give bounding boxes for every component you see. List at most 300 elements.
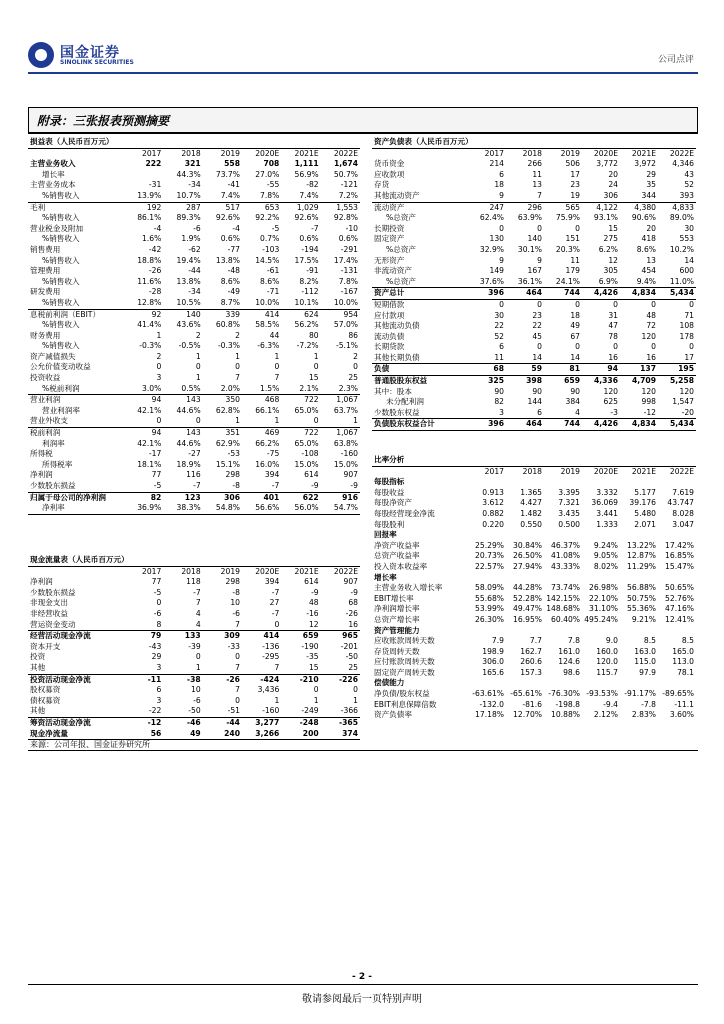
value-cell: 78: [608, 331, 618, 341]
value-cell: 42.1%: [137, 438, 162, 448]
value-cell: 298: [225, 577, 240, 587]
row-label: 经营活动现金净流: [30, 631, 91, 641]
value-cell: 10.2%: [669, 244, 694, 254]
value-cell: -11: [147, 674, 162, 684]
value-cell: -77: [227, 244, 240, 254]
value-cell: 20.73%: [475, 551, 504, 561]
value-cell: 0: [499, 223, 504, 233]
value-cell: 396: [468, 419, 506, 431]
value-cell: 31.10%: [589, 604, 618, 614]
ratio-analysis-table: [372, 455, 696, 721]
value-cell: 8.5: [681, 636, 694, 646]
value-cell: 10.0%: [242, 298, 281, 309]
table-row: [372, 678, 696, 689]
value-cell: 4,834: [620, 288, 658, 300]
value-cell: 298: [225, 470, 240, 480]
value-cell: 15: [608, 223, 618, 233]
value-cell: 92: [151, 309, 162, 319]
value-cell: 25.29%: [475, 540, 504, 550]
value-cell: 0: [156, 598, 162, 608]
value-cell: 22.10%: [589, 593, 618, 603]
value-cell: [544, 626, 582, 637]
value-cell: 55.36%: [627, 604, 656, 614]
row-label: 管理费用: [30, 266, 61, 276]
value-cell: 0: [537, 223, 542, 233]
value-cell: 0.220: [482, 519, 504, 529]
value-cell: 8.6%: [636, 244, 656, 254]
value-cell: -136: [262, 641, 280, 651]
value-cell: -108: [301, 449, 319, 459]
table-row: [372, 408, 696, 419]
value-cell: 8.6%: [220, 276, 240, 286]
value-cell: 22: [494, 321, 504, 331]
value-cell: [658, 530, 696, 541]
value-cell: 0: [651, 342, 656, 352]
value-cell: 240: [203, 729, 242, 740]
value-cell: 160.0: [596, 646, 618, 656]
row-label: 所得税: [30, 449, 53, 459]
value-cell: 9.24%: [593, 540, 618, 550]
value-cell: 7: [506, 191, 544, 202]
row-label: 每股经营现金净流: [374, 508, 435, 518]
value-cell: -3: [582, 408, 620, 419]
table-row: [372, 311, 696, 322]
row-label: 营运资金变动: [28, 620, 124, 631]
table-row: [28, 213, 360, 224]
table-row: [372, 573, 696, 584]
row-label: 税前利润: [30, 428, 61, 438]
value-cell: -0.5%: [178, 341, 201, 351]
value-cell: 30.84%: [513, 540, 542, 550]
value-cell: 47: [608, 321, 618, 331]
value-cell: 39.176: [629, 498, 656, 508]
value-cell: 80: [308, 330, 319, 340]
value-cell: 708: [263, 159, 280, 169]
table-row: [28, 256, 360, 267]
value-cell: -11.1: [674, 699, 694, 709]
value-cell: 0: [242, 620, 281, 631]
value-cell: -132.0: [479, 699, 504, 709]
value-cell: -46: [186, 717, 201, 727]
row-label: 其他长期负债: [372, 353, 468, 364]
row-label: 负债股东权益合计: [372, 419, 468, 431]
value-cell: -0.3%: [217, 341, 240, 351]
value-cell: 10.5%: [163, 298, 202, 309]
value-cell: 0: [613, 299, 618, 309]
value-cell: -194: [301, 244, 319, 254]
value-cell: 63.9%: [517, 213, 542, 223]
value-cell: 600: [679, 266, 694, 276]
value-cell: 6.9%: [582, 277, 620, 288]
value-cell: 624: [304, 309, 319, 319]
row-label: 资产减值损失: [30, 351, 76, 361]
value-cell: 907: [343, 577, 358, 587]
value-cell: -26: [345, 608, 358, 618]
value-cell: -0.3%: [139, 341, 162, 351]
table-row: [372, 530, 696, 541]
value-cell: 1: [274, 695, 280, 705]
value-cell: 0: [499, 299, 504, 309]
value-cell: [468, 477, 506, 488]
value-cell: 35: [646, 180, 656, 190]
value-cell: 192: [146, 202, 162, 212]
value-cell: 17.5%: [294, 255, 319, 265]
value-cell: 140: [527, 234, 542, 244]
value-cell: 120: [641, 331, 656, 341]
value-cell: 8.6%: [260, 276, 280, 286]
table-row: [28, 298, 360, 309]
row-label: 总资产增长率: [374, 614, 420, 624]
row-label: 财务费用: [30, 330, 61, 340]
value-cell: 49: [570, 321, 580, 331]
value-cell: 44.28%: [513, 583, 542, 593]
value-cell: 200: [281, 729, 320, 740]
value-cell: 998: [641, 397, 656, 407]
value-cell: 130: [489, 234, 504, 244]
value-cell: 92.6%: [215, 213, 240, 223]
value-cell: -91.17%: [624, 689, 656, 699]
value-cell: 339: [225, 309, 240, 319]
value-cell: 30.1%: [517, 244, 542, 254]
table-row: [372, 191, 696, 202]
row-label: 投资: [30, 652, 46, 662]
value-cell: -51: [203, 706, 242, 717]
year-header: 2017: [484, 148, 504, 158]
table-row: [28, 362, 360, 373]
value-cell: 6: [499, 342, 504, 352]
value-cell: -5: [124, 481, 163, 492]
value-cell: -48: [227, 266, 240, 276]
value-cell: 916: [342, 492, 358, 502]
value-cell: 394: [264, 577, 280, 587]
value-cell: 56.0%: [281, 503, 320, 514]
value-cell: 77: [151, 470, 162, 480]
row-label: 资产管理能力: [374, 625, 420, 635]
year-header: 2019: [220, 148, 240, 158]
year-header: 2020E: [593, 148, 618, 158]
value-cell: -7: [311, 223, 319, 233]
value-cell: -89.65%: [662, 689, 694, 699]
value-cell: 86: [348, 330, 358, 340]
value-cell: -6: [153, 608, 162, 618]
value-cell: 0: [651, 299, 656, 309]
value-cell: [506, 573, 544, 584]
value-cell: -31: [148, 180, 162, 190]
value-cell: 722: [304, 395, 319, 405]
year-header-row: [372, 148, 696, 159]
table-row: [372, 636, 696, 647]
value-cell: 20.3%: [555, 244, 580, 254]
row-label: 净负债/股东权益: [374, 689, 430, 699]
value-cell: 17: [570, 169, 580, 179]
table-row: [372, 397, 696, 408]
value-cell: 260.6: [520, 657, 542, 667]
value-cell: 1: [235, 351, 240, 361]
doc-type-label: 公司点评: [657, 55, 694, 65]
table-row: [28, 309, 360, 320]
value-cell: 5,434: [658, 288, 696, 300]
value-cell: 78.1: [677, 667, 694, 677]
value-cell: 92.8%: [333, 213, 358, 223]
year-header: 2018: [522, 148, 542, 158]
year-header: 2020E: [593, 466, 618, 476]
value-cell: 7.9: [491, 636, 504, 646]
value-cell: 116: [186, 470, 201, 480]
row-label: %总资产: [386, 244, 416, 254]
table-row: [28, 717, 360, 728]
appendix-title-box: [28, 107, 698, 134]
value-cell: [468, 626, 506, 637]
row-label: 增长率: [374, 572, 397, 582]
value-cell: 4: [544, 408, 582, 419]
table-row: [372, 332, 696, 343]
logo-text-cn: 国金证券: [60, 45, 120, 61]
value-cell: 14: [506, 353, 544, 364]
row-label: 息税前利润（EBIT）: [30, 309, 101, 319]
value-cell: 0: [353, 685, 358, 695]
table-row: [28, 234, 360, 245]
logo-text-en: SINOLINK SECURITIES: [60, 59, 134, 66]
table-row: [28, 460, 360, 471]
value-cell: 2.3%: [321, 384, 360, 395]
value-cell: 306: [582, 191, 620, 202]
row-label: 增长率: [42, 169, 65, 179]
source-note: 来源：公司年报、国金证券研究所: [30, 740, 150, 749]
value-cell: 0.913: [482, 487, 504, 497]
value-cell: 5,434: [658, 419, 696, 431]
value-cell: 468: [264, 395, 280, 405]
value-cell: 12.87%: [627, 551, 656, 561]
value-cell: 275: [603, 234, 618, 244]
value-cell: 118: [186, 577, 201, 587]
value-cell: -7: [193, 587, 201, 597]
value-cell: 144: [527, 397, 542, 407]
value-cell: -71: [266, 287, 280, 297]
value-cell: 1: [353, 695, 358, 705]
row-label: 应付款项: [374, 310, 405, 320]
value-cell: 17.42%: [665, 540, 694, 550]
page-header: [28, 40, 698, 70]
value-cell: 57.0%: [333, 320, 358, 330]
table-title: 现金流量表（人民币百万元）: [28, 555, 360, 566]
year-header: 2021E: [631, 466, 656, 476]
value-cell: -16: [306, 608, 319, 618]
table-row: [372, 700, 696, 711]
value-cell: 4,834: [620, 419, 658, 431]
value-cell: -210: [299, 674, 319, 684]
row-label: 总资产收益率: [374, 551, 420, 561]
value-cell: 27.0%: [255, 169, 280, 179]
value-cell: 7: [242, 663, 281, 674]
value-cell: 12.8%: [124, 298, 163, 309]
value-cell: 7: [203, 663, 242, 674]
row-label: 普通股股东权益: [374, 376, 428, 386]
value-cell: 29: [151, 652, 162, 662]
row-label: 应付账款周转天数: [374, 657, 435, 667]
row-label: 净利润: [30, 577, 53, 587]
table-row: [28, 598, 360, 609]
value-cell: 50.7%: [333, 169, 358, 179]
value-cell: [506, 477, 544, 488]
value-cell: 90.6%: [631, 213, 656, 223]
value-cell: 90: [494, 386, 504, 396]
value-cell: -9.4: [603, 699, 618, 709]
table-row: [28, 577, 360, 588]
value-cell: 7.321: [558, 498, 580, 508]
value-cell: [582, 530, 620, 541]
value-cell: 553: [679, 234, 694, 244]
value-cell: 19.4%: [176, 255, 201, 265]
value-cell: 3.441: [596, 508, 618, 518]
table-row: [28, 373, 360, 384]
value-cell: -7: [242, 481, 281, 492]
value-cell: -39: [188, 641, 201, 651]
value-cell: 137: [620, 364, 658, 376]
value-cell: 7: [235, 373, 240, 383]
table-row: [372, 583, 696, 594]
row-label: 净利率: [28, 503, 124, 514]
table-row: [372, 562, 696, 573]
table-row: [28, 287, 360, 298]
value-cell: 1.482: [520, 508, 542, 518]
value-cell: 3.395: [558, 487, 580, 497]
row-label: 净利润: [30, 470, 53, 480]
value-cell: 82: [150, 492, 162, 502]
value-cell: 1: [274, 351, 280, 361]
row-label: 非现金支出: [30, 598, 68, 608]
value-cell: -7: [271, 587, 280, 597]
row-label: 流动负债: [374, 331, 405, 341]
year-header: 2017: [142, 148, 162, 158]
value-cell: 50.75%: [627, 593, 656, 603]
table-row: [372, 498, 696, 509]
value-cell: [506, 530, 544, 541]
value-cell: 15: [308, 373, 319, 383]
year-header: 2022E: [333, 566, 358, 576]
value-cell: 907: [343, 470, 358, 480]
value-cell: 7.8: [567, 636, 580, 646]
row-label: 存货: [374, 180, 390, 190]
value-cell: 50.65%: [665, 583, 694, 593]
value-cell: -91: [306, 266, 319, 276]
value-cell: [506, 678, 544, 689]
value-cell: 56.6%: [242, 503, 281, 514]
value-cell: 965: [342, 631, 358, 641]
value-cell: 5.177: [634, 487, 656, 497]
table-row: [372, 520, 696, 531]
row-label: 每股净资产: [374, 498, 412, 508]
value-cell: -33: [227, 641, 240, 651]
value-cell: 63.8%: [333, 438, 358, 448]
value-cell: 0: [575, 342, 580, 352]
value-cell: 287: [186, 202, 201, 212]
value-cell: 9.21%: [631, 614, 656, 624]
value-cell: 0: [575, 223, 580, 233]
row-label: 少数股东损益: [28, 481, 124, 492]
row-label: 归属于母公司的净利润: [30, 492, 106, 502]
value-cell: 56.2%: [294, 320, 319, 330]
value-cell: 11: [468, 353, 506, 364]
value-cell: 113.0: [672, 657, 694, 667]
value-cell: 161.0: [558, 646, 580, 656]
value-cell: 44.6%: [176, 438, 201, 448]
value-cell: 0: [537, 299, 542, 309]
year-header-row: [28, 148, 360, 159]
year-header: 2022E: [669, 466, 694, 476]
value-cell: 0: [195, 652, 201, 662]
row-label: 净资产收益率: [374, 540, 420, 550]
value-cell: 3: [156, 695, 162, 705]
value-cell: 4,426: [582, 288, 620, 300]
year-header-row: [28, 566, 360, 577]
value-cell: 55.68%: [475, 593, 504, 603]
table-row: [372, 689, 696, 700]
table-row: [28, 503, 360, 514]
row-label: 投入资本收益率: [374, 561, 428, 571]
value-cell: 11.6%: [137, 276, 162, 286]
row-label: 每股收益: [374, 487, 405, 497]
value-cell: 31: [608, 310, 618, 320]
value-cell: 2: [195, 330, 201, 340]
value-cell: 1: [313, 695, 319, 705]
table-row: [372, 224, 696, 235]
value-cell: 198.9: [482, 646, 504, 656]
value-cell: 8.2%: [299, 276, 319, 286]
value-cell: 36.9%: [124, 503, 163, 514]
value-cell: -366: [321, 706, 360, 717]
table-row: [28, 729, 360, 740]
value-cell: 1.365: [520, 487, 542, 497]
table-row: [372, 277, 696, 288]
value-cell: 151: [565, 234, 580, 244]
disclaimer-note: 敬请参阅最后一页特别声明: [302, 994, 422, 1005]
table-row: [28, 384, 360, 395]
row-label: 所得税率: [42, 459, 73, 469]
row-label: 每股指标: [374, 477, 405, 487]
value-cell: 67: [570, 331, 580, 341]
value-cell: [468, 678, 506, 689]
value-cell: 7: [203, 620, 242, 631]
value-cell: 47.16%: [665, 604, 694, 614]
table-row: [28, 439, 360, 450]
value-cell: 73.74%: [551, 583, 580, 593]
value-cell: [620, 573, 658, 584]
value-cell: 0.5%: [163, 384, 202, 395]
value-cell: 0.500: [558, 519, 580, 529]
value-cell: 62.8%: [215, 405, 240, 415]
value-cell: 29: [646, 169, 656, 179]
value-cell: 4,833: [672, 202, 694, 212]
value-cell: 1,547: [672, 397, 694, 407]
value-cell: 108: [679, 321, 694, 331]
value-cell: 0: [235, 652, 240, 662]
value-cell: 18.9%: [176, 459, 201, 469]
value-cell: -190: [301, 641, 319, 651]
value-cell: 0.6%: [220, 234, 240, 244]
value-cell: 306: [224, 492, 240, 502]
row-label: %销售收入: [42, 255, 80, 265]
value-cell: 6: [506, 408, 544, 419]
table-row: [28, 224, 360, 235]
value-cell: [506, 626, 544, 637]
value-cell: 3,266: [242, 729, 281, 740]
value-cell: -9: [281, 481, 320, 492]
value-cell: 157.3: [520, 667, 542, 677]
table-row: [372, 668, 696, 679]
year-header: 2021E: [294, 566, 319, 576]
table-row: [28, 180, 360, 191]
year-header: 2019: [220, 566, 240, 576]
